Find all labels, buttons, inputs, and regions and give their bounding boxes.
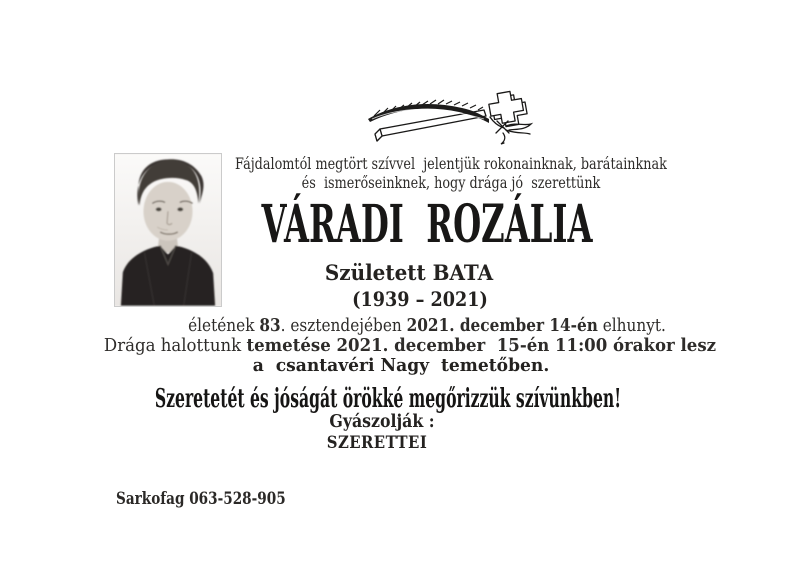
mourners-value: SZERETTEI xyxy=(326,433,428,452)
memory-line: Szeretetét és jóságát örökké megőrizzük szívünkben! xyxy=(154,384,622,414)
funeral-home-contact: Sarkofag 063-528-905 xyxy=(116,489,286,509)
intro-line-2: és ismerőseinknek, hogy drága jó szerettünk xyxy=(301,173,601,192)
cross-and-palm-graphic xyxy=(366,88,534,146)
birth-death-years: (1939 – 2021) xyxy=(352,287,488,311)
death-date-line xyxy=(87,316,767,336)
funeral-line-pre: Drága halottunk xyxy=(103,335,247,356)
funeral-date-time: temetése 2021. december 15-én 11:00 órakor lesz xyxy=(246,335,717,356)
funeral-place-line: a csantavéri Nagy temetőben. xyxy=(252,355,550,376)
deceased-name: VÁRADI ROZÁLIA xyxy=(261,194,593,255)
death-date: 2021. december 14-én xyxy=(406,315,598,336)
intro-line-1: Fájdalomtól megtört szívvel jelentjük rokonainknak, barátainknak xyxy=(235,154,667,173)
death-line-pre: életének xyxy=(188,315,260,336)
death-age: 83 xyxy=(259,315,281,336)
funeral-date-line xyxy=(42,336,778,356)
death-line-mid: . esztendejében xyxy=(280,315,407,336)
death-line-post: elhunyt. xyxy=(597,315,666,336)
maiden-name-line: Született BATA xyxy=(324,260,494,285)
mourners-label: Gyászolják : xyxy=(329,412,435,432)
